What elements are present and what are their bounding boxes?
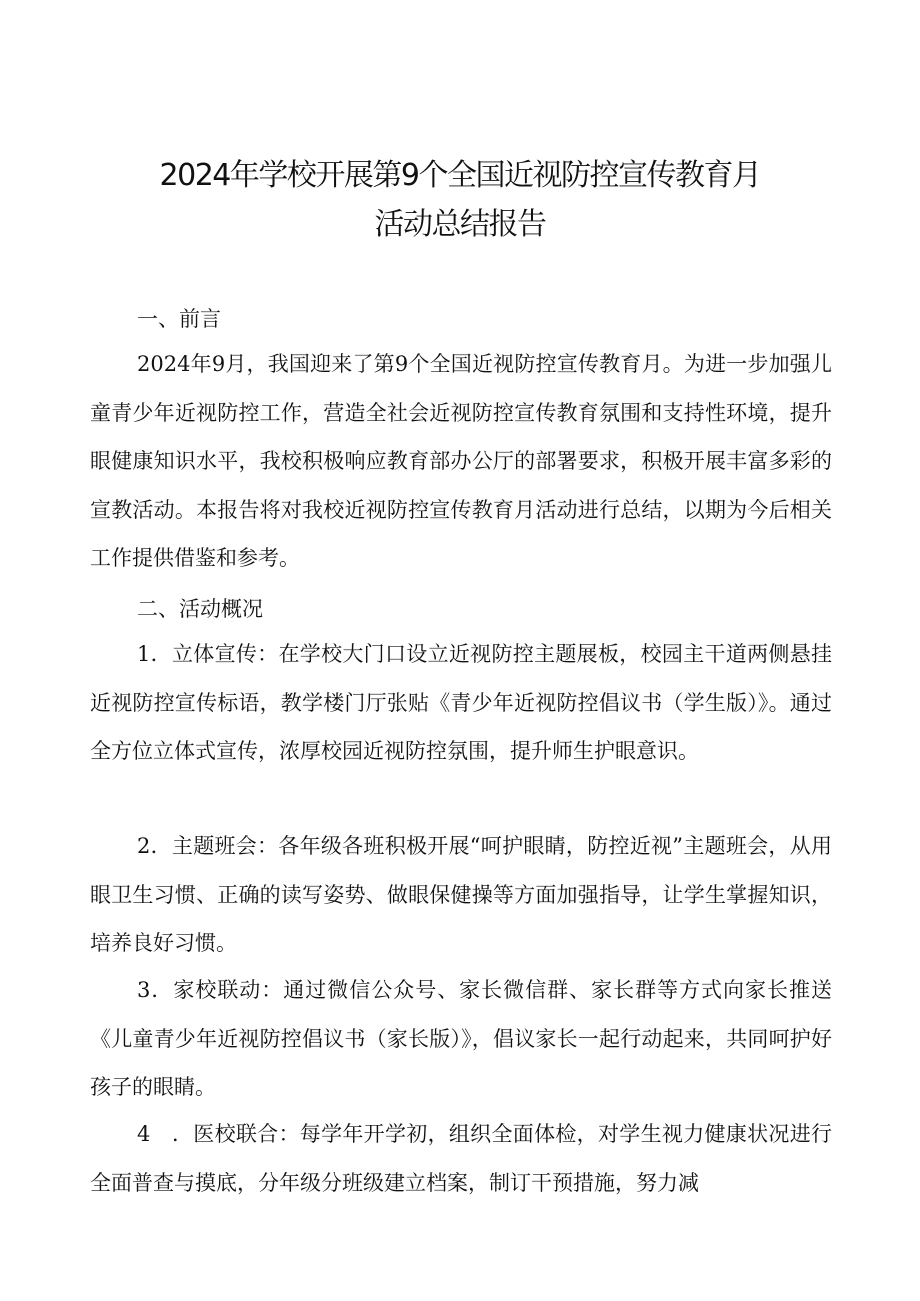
overview-item-1-paragraph: 1．立体宣传：在学校大门口设立近视防控主题展板，校园主干道两侧悬挂近视防控宣传标语，教学楼门厅张贴《青少年近视防控倡议书（学生版）》。通过全方位立体式宣传，浓厚校园近视防控氛围，提升师生护眼意识。	[90, 642, 832, 763]
overview-item-4-paragraph: 4 ．医校联合：每学年开学初，组织全面体检，对学生视力健康状况进行全面普查与摸底，分年级分班级建立档案，制订干预措施，努力减	[90, 1122, 832, 1195]
overview-item-3-paragraph: 3．家校联动：通过微信公众号、家长微信群、家长群等方式向家长推送《儿童青少年近视防控倡议书（家长版）》，倡议家长一起行动起来，共同呵护好孩子的眼睛。	[90, 978, 832, 1099]
document-title-line-2: 活动总结报告	[374, 207, 546, 242]
document-title-line-1: 2024年学校开展第9个全国近视防控宣传教育月	[159, 158, 761, 193]
overview-item-2-paragraph: 2．主题班会：各年级各班积极开展“呵护眼睛，防控近视”主题班会，从用眼卫生习惯、正确的读写姿势、做眼保健操等方面加强指导，让学生掌握知识，培养良好习惯。	[90, 834, 832, 955]
preface-paragraph: 2024年9月，我国迎来了第9个全国近视防控宣传教育月。为进一步加强儿童青少年近视防控工作，营造全社会近视防控宣传教育氛围和支持性环境，提升眼健康知识水平，我校积极响应教育部办公厅的部署要求，积极开展丰富多彩的宣教活动。本报告将对我校近视防控宣传教育月活动进行总结，以期为今后相关工作提供借鉴和参考。	[90, 352, 832, 570]
section-heading-preface: 一、前言	[137, 307, 221, 331]
section-heading-overview: 二、活动概况	[137, 597, 263, 621]
